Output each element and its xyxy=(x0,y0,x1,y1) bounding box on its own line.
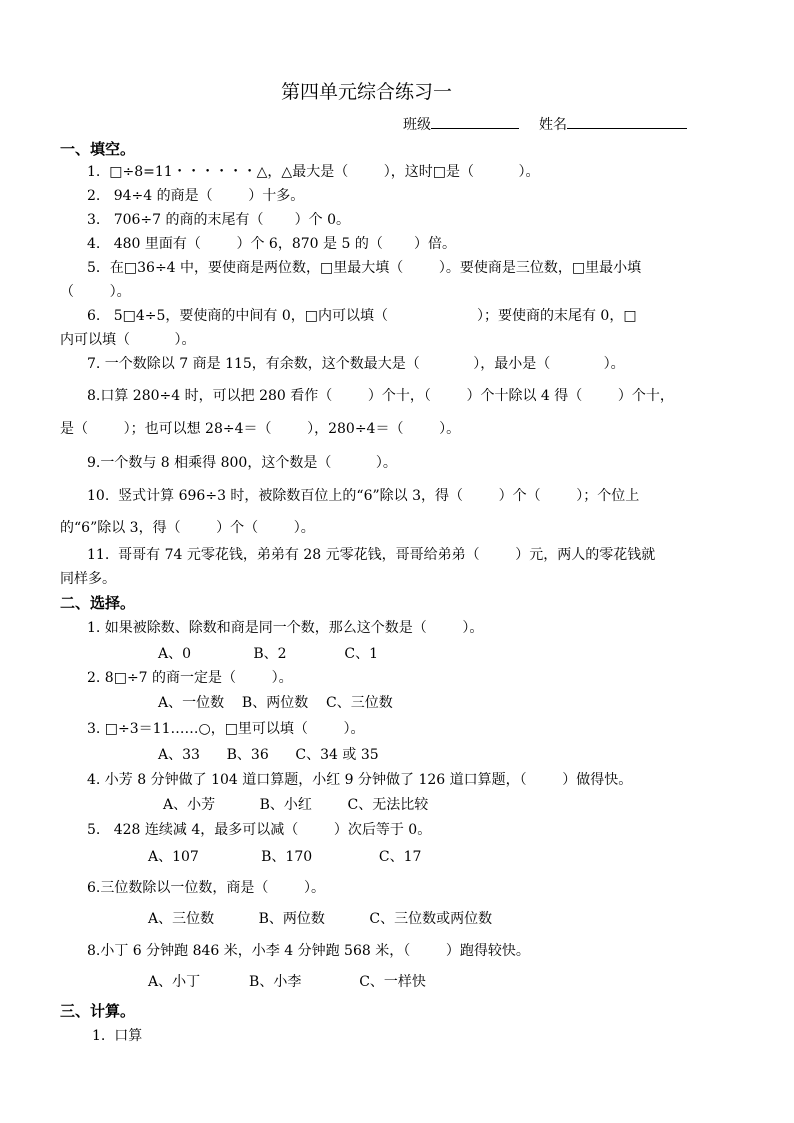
section-heading-calculation: 三、计算。 xyxy=(60,1002,136,1020)
question-line: 11. 哥哥有 74 元零花钱，弟弟有 28 元零花钱，哥哥给弟弟（ ）元，两人的零花钱就 xyxy=(87,547,656,563)
class-blank xyxy=(431,114,519,129)
question-line: 3. 706÷7 的商的末尾有（ ）个 0。 xyxy=(87,212,351,228)
question-line: 5．在□36÷4 中，要使商是两位数，□里最大填（ ）。要使商是三位数，□里最小填 xyxy=(87,260,642,276)
choice-options: A、小芳 B、小红 C、无法比较 xyxy=(163,797,429,813)
question-line: 10. 竖式计算 696÷3 时，被除数百位上的“6”除以 3，得（ ）个（ ）；个位上 xyxy=(87,488,640,504)
question-line: 8.小丁 6 分钟跑 846 米，小李 4 分钟跑 568 米，（ ）跑得较快。 xyxy=(87,943,530,959)
question-line: 是（ ）；也可以想 28÷4＝（ ），280÷4＝（ ）。 xyxy=(60,421,461,437)
choice-options: A、一位数 B、两位数 C、三位数 xyxy=(158,695,393,711)
question-line: 同样多。 xyxy=(60,571,116,587)
question-line: 6. 5□4÷5，要使商的中间有 0，□内可以填（ ）；要使商的末尾有 0，□ xyxy=(87,308,637,324)
choice-options: A、107 B、170 C、17 xyxy=(148,849,422,865)
choice-options: A、33 B、36 C、34 或 35 xyxy=(158,747,379,763)
question-line: 1. □÷8=11・・・・・・△，△最大是（ ），这时□是（ ）。 xyxy=(87,164,540,180)
question-line: 1. 口算 xyxy=(92,1028,143,1044)
page-title: 第四单元综合练习一 xyxy=(281,81,453,103)
name-field xyxy=(539,114,687,134)
question-line: 的“6”除以 3，得（ ）个（ ）。 xyxy=(60,520,315,536)
question-line: 5. 428 连续减 4，最多可以减（ ）次后等于 0。 xyxy=(87,822,432,838)
choice-options: A、三位数 B、两位数 C、三位数或两位数 xyxy=(148,911,493,927)
class-label: 班级 xyxy=(403,117,431,133)
section-heading-fill-blank: 一、填空。 xyxy=(60,140,136,158)
question-line: 1. 如果被除数、除数和商是同一个数，那么这个数是（ ）。 xyxy=(87,620,484,636)
question-line: 内可以填（ ）。 xyxy=(60,332,196,348)
question-line: 8.口算 280÷4 时，可以把 280 看作（ ）个十，（ ）个十除以 4 得（ ）个十， xyxy=(87,388,674,404)
question-line: 9.一个数与 8 相乘得 800，这个数是（ ）。 xyxy=(87,455,397,471)
choice-options: A、0 B、2 C、1 xyxy=(158,646,378,662)
section-heading-choice: 二、选择。 xyxy=(60,594,136,612)
question-line: （ ）。 xyxy=(60,284,131,300)
name-blank xyxy=(567,114,687,129)
question-line: 7. 一个数除以 7 商是 115，有余数，这个数最大是（ ），最小是（ ）。 xyxy=(87,356,625,372)
choice-options: A、小丁 B、小李 C、一样快 xyxy=(148,974,426,990)
question-line: 3. □÷3＝11……○，□里可以填（ ）。 xyxy=(87,721,365,737)
name-label: 姓名 xyxy=(539,117,567,133)
question-line: 2. 8□÷7 的商一定是（ ）。 xyxy=(87,670,293,686)
class-field xyxy=(403,114,519,134)
question-line: 2. 94÷4 的商是（ ）十多。 xyxy=(87,188,305,204)
question-line: 6.三位数除以一位数，商是（ ）。 xyxy=(87,880,325,896)
question-line: 4. 480 里面有（ ）个 6，870 是 5 的（ ）倍。 xyxy=(87,236,456,252)
question-line: 4. 小芳 8 分钟做了 104 道口算题，小红 9 分钟做了 126 道口算题，（ ）做得快。 xyxy=(87,772,633,788)
